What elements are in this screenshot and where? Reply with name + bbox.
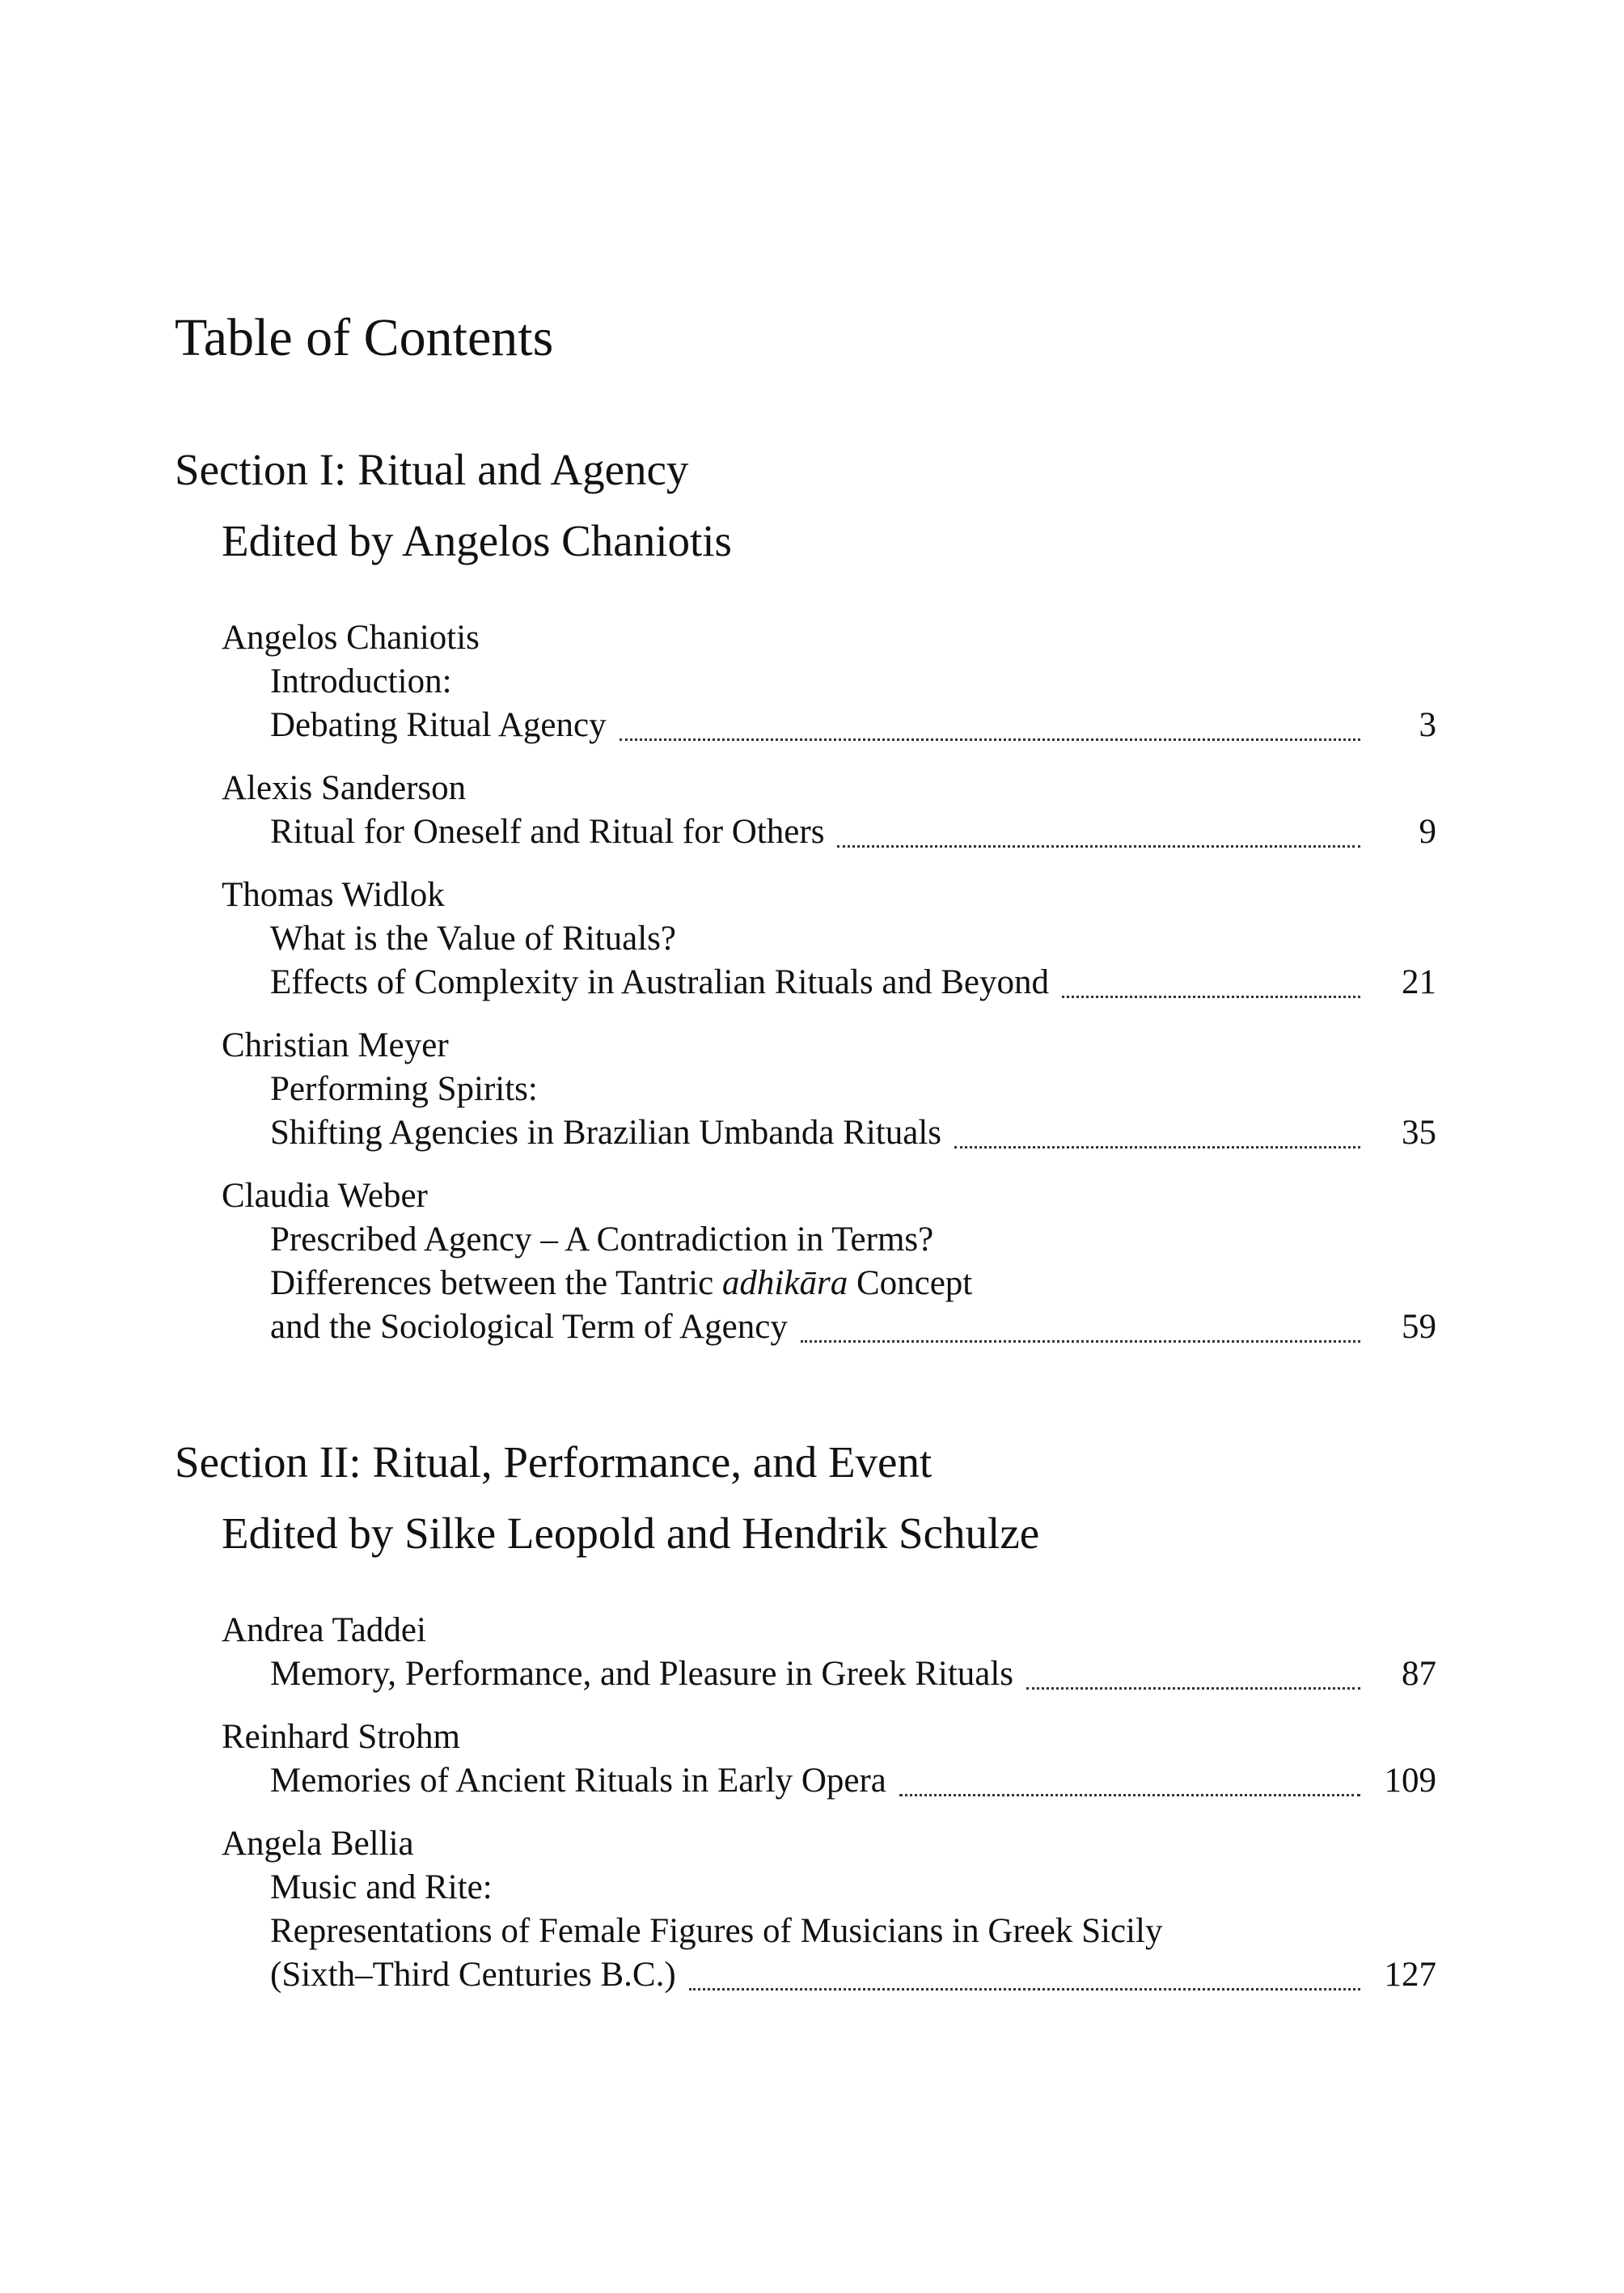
entry-title-line-mixed <box>270 1262 1436 1305</box>
entry-author: Christian Meyer <box>222 1026 449 1064</box>
toc-entry[interactable] <box>222 874 1436 1005</box>
dot-leader <box>689 1988 1360 1991</box>
entry-title-line: Shifting Agencies in Brazilian Umbanda Rituals <box>270 1114 941 1152</box>
entry-title-line: Effects of Complexity in Australian Rituals and Beyond <box>270 963 1049 1001</box>
entry-title-line: Memories of Ancient Rituals in Early Opera <box>270 1762 886 1800</box>
dot-leader <box>620 738 1360 741</box>
entry-final-line <box>270 704 1436 747</box>
toc-entries <box>175 616 1436 1349</box>
entry-title-line: and the Sociological Term of Agency <box>270 1308 788 1346</box>
entry-title-line: What is the Value of Rituals? <box>270 920 676 958</box>
toc-entry[interactable] <box>222 1609 1436 1696</box>
toc-entry[interactable] <box>222 1716 1436 1803</box>
page-number: 87 <box>1402 1655 1436 1693</box>
section-1 <box>175 443 1436 1369</box>
toc-entry[interactable] <box>222 1174 1436 1349</box>
toc-entries <box>175 1609 1436 1997</box>
entry-final-line <box>270 1953 1436 1997</box>
section-title: Section II: Ritual, Performance, and Event <box>175 1437 933 1487</box>
page-number: 127 <box>1384 1956 1436 1994</box>
toc-entry[interactable] <box>222 767 1436 854</box>
entry-title-line: Prescribed Agency – A Contradiction in Terms? <box>270 1221 934 1259</box>
entry-title-line: Memory, Performance, and Pleasure in Greek Rituals <box>270 1655 1014 1693</box>
entry-title-line: Performing Spirits: <box>270 1070 538 1108</box>
entry-final-line <box>270 1111 1436 1155</box>
page-number: 9 <box>1419 813 1436 851</box>
page-number: 21 <box>1402 963 1436 1001</box>
dot-leader <box>1062 996 1360 998</box>
entry-title-line: Music and Rite: <box>270 1868 493 1906</box>
entry-title-line: Debating Ritual Agency <box>270 706 607 744</box>
dot-leader <box>899 1794 1360 1796</box>
page-number: 109 <box>1384 1762 1436 1800</box>
toc-entry[interactable] <box>222 1822 1436 1997</box>
page-number: 59 <box>1402 1308 1436 1346</box>
section-editors: Edited by Silke Leopold and Hendrik Schulze <box>222 1508 1040 1558</box>
entry-title-line: (Sixth–Third Centuries B.C.) <box>270 1956 676 1994</box>
toc-entry[interactable] <box>222 1024 1436 1155</box>
entry-author: Thomas Widlok <box>222 876 445 914</box>
entry-final-line <box>270 1759 1436 1803</box>
dot-leader <box>954 1146 1360 1149</box>
section-editors: Edited by Angelos Chaniotis <box>222 516 732 565</box>
dot-leader <box>801 1340 1360 1343</box>
entry-title-line: Introduction: <box>270 662 452 700</box>
entry-title-line: Representations of Female Figures of Musicians in Greek Sicily <box>270 1912 1163 1950</box>
dot-leader <box>1026 1687 1360 1690</box>
entry-title-segment: Concept <box>848 1264 973 1302</box>
entry-final-line <box>270 961 1436 1005</box>
entry-author: Andrea Taddei <box>222 1611 426 1649</box>
entry-author: Reinhard Strohm <box>222 1718 460 1756</box>
entry-title-italic-term: adhikāra <box>721 1264 848 1302</box>
entry-author: Angela Bellia <box>222 1825 414 1863</box>
entry-final-line <box>270 1652 1436 1696</box>
entry-author: Claudia Weber <box>222 1177 428 1215</box>
page-number: 3 <box>1419 706 1436 744</box>
entry-author: Angelos Chaniotis <box>222 619 480 657</box>
page-title: Table of Contents <box>175 308 554 367</box>
toc-entry[interactable] <box>222 616 1436 747</box>
section-2 <box>175 1436 1436 2016</box>
entry-title-segment: Differences between the Tantric <box>270 1264 722 1302</box>
entry-final-line <box>270 1305 1436 1349</box>
entry-author: Alexis Sanderson <box>222 769 467 807</box>
page-number: 35 <box>1402 1114 1436 1152</box>
entry-title-line: Ritual for Oneself and Ritual for Others <box>270 813 825 851</box>
section-title: Section I: Ritual and Agency <box>175 445 689 494</box>
entry-final-line <box>270 810 1436 854</box>
dot-leader <box>837 845 1360 848</box>
